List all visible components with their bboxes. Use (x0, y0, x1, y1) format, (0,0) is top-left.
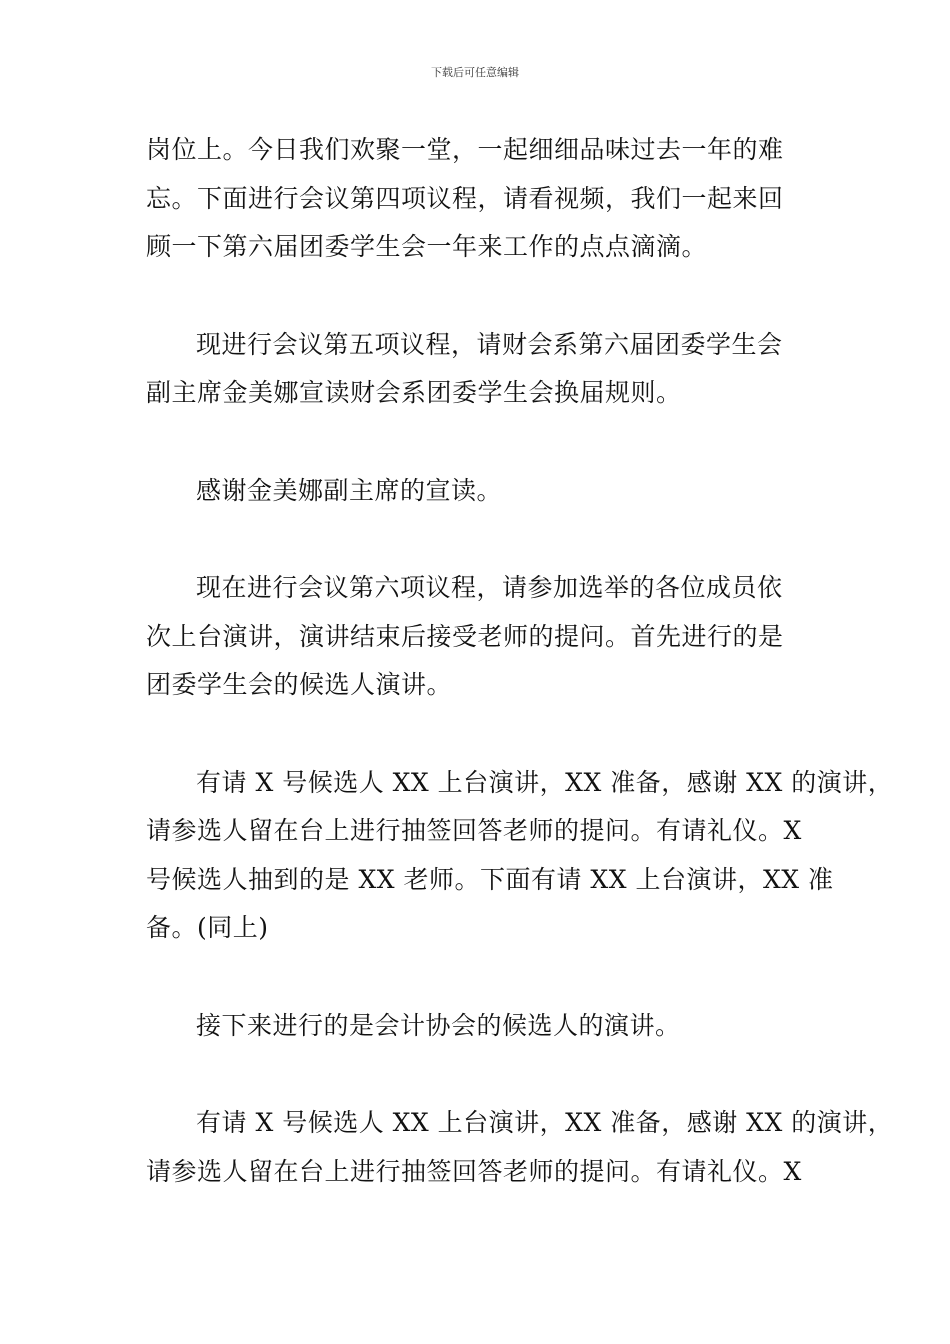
paragraph-line: 现在进行会议第六项议程，请参加选举的各位成员依 (196, 573, 783, 602)
paragraph-line: 忘。下面进行会议第四项议程，请看视频，我们一起来回 (146, 183, 784, 213)
paragraph-line: 有请 X 号候选人 XX 上台演讲，XX 准备，感谢 XX 的演讲， (196, 1108, 894, 1137)
paragraph-5 (146, 759, 894, 953)
paragraph-3 (146, 467, 816, 516)
paragraph-6 (146, 1002, 816, 1051)
paragraph-line: 有请 X 号候选人 XX 上台演讲，XX 准备，感谢 XX 的演讲， (196, 767, 894, 797)
paragraph-line: 团委学生会的候选人演讲。 (146, 670, 453, 699)
paragraph-7 (146, 1099, 894, 1196)
page-header: 下载后可任意编辑 (431, 66, 519, 79)
paragraph-line: 请参选人留在台上进行抽签回答老师的提问。有请礼仪。X (146, 816, 802, 845)
paragraph-2 (146, 321, 816, 418)
paragraph-line: 现进行会议第五项议程，请财会系第六届团委学生会 (196, 329, 783, 359)
paragraph-line: 副主席金美娜宣读财会系团委学生会换届规则。 (146, 378, 682, 407)
paragraph-line: 接下来进行的是会计协会的候选人的演讲。 (196, 1010, 681, 1040)
paragraph-line: 岗位上。今日我们欢聚一堂，一起细细品味过去一年的难 (146, 135, 784, 164)
paragraph-line: 备。(同上) (146, 913, 269, 942)
paragraph-line: 感谢金美娜副主席的宣读。 (196, 475, 503, 505)
paragraph-line: 次上台演讲，演讲结束后接受老师的提问。首先进行的是 (146, 621, 784, 651)
paragraph-line: 顾一下第六届团委学生会一年来工作的点点滴滴。 (146, 232, 708, 261)
paragraph-line: 号候选人抽到的是 XX 老师。下面有请 XX 上台演讲，XX 准 (146, 864, 834, 894)
document-body (146, 126, 894, 1245)
paragraph-line: 请参选人留在台上进行抽签回答老师的提问。有请礼仪。X (146, 1156, 802, 1186)
paragraph-1 (146, 126, 816, 272)
paragraph-4 (146, 564, 816, 710)
